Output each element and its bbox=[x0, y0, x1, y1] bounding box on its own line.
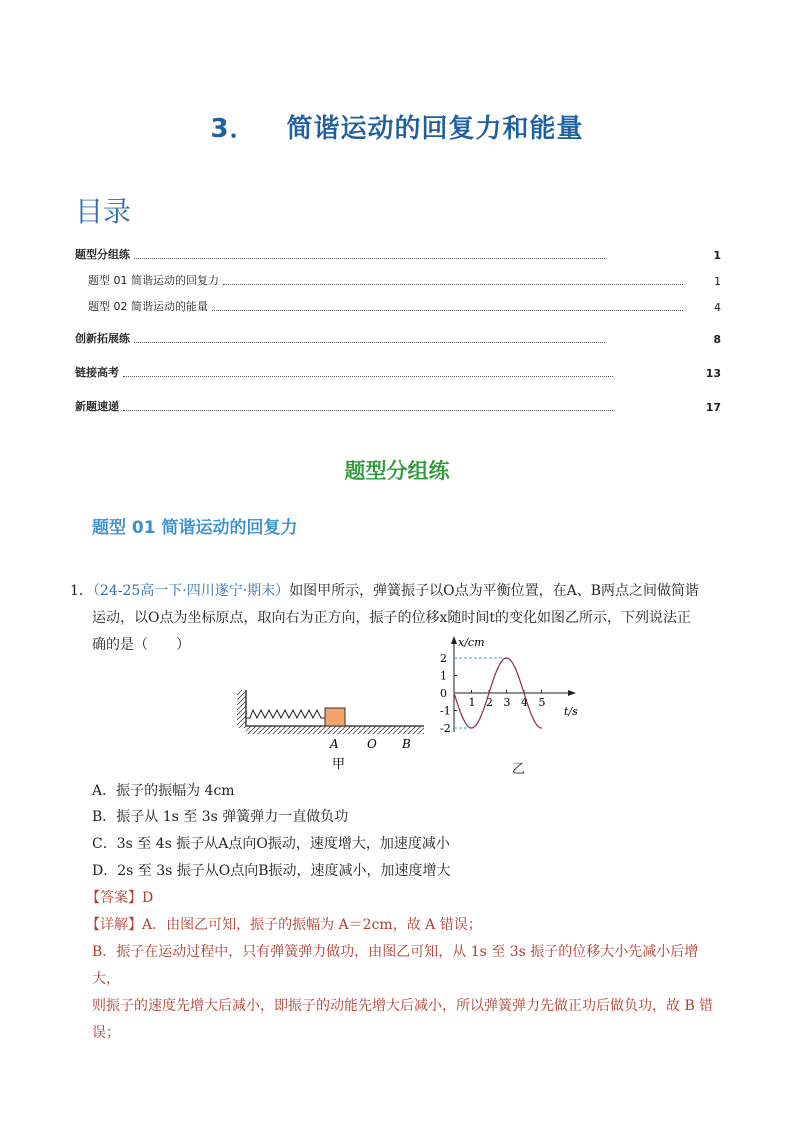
question-line-2: 运动，以O点为坐标原点，取向右为正方向，振子的位移x随时间t的变化如图乙所示，下列说法正 bbox=[92, 610, 691, 626]
toc-label: 题型 01 简谐运动的回复力 bbox=[88, 274, 219, 287]
data-point bbox=[462, 717, 463, 718]
question-line-3: 确的是（ ） bbox=[92, 637, 190, 653]
figure-yi-chart bbox=[430, 632, 590, 777]
data-point bbox=[541, 727, 542, 728]
option-c: C．3s 至 4s 振子从A点向O振动，速度增大，加速度减小 bbox=[92, 836, 450, 852]
option-a: A．振子的振幅为 4cm bbox=[92, 783, 235, 799]
toc-label: 题型分组练 bbox=[75, 248, 130, 261]
x-tick-label: 5 bbox=[538, 696, 546, 709]
figure-jia bbox=[232, 680, 432, 775]
y-axis-label: x/cm bbox=[458, 636, 485, 649]
y-tick-label: -1 bbox=[440, 704, 451, 718]
data-point bbox=[480, 717, 481, 718]
toc-page: 4 bbox=[714, 301, 721, 314]
section-title: 题型分组练 bbox=[344, 459, 450, 483]
label-a: A bbox=[330, 737, 339, 751]
toc-item-gaokao[interactable] bbox=[75, 364, 721, 380]
x-tick-label: 2 bbox=[486, 696, 493, 709]
spring bbox=[246, 710, 325, 718]
toc-label: 链接高考 bbox=[75, 366, 119, 379]
x-tick-label: 3 bbox=[503, 696, 511, 709]
option-b: B．振子从 1s 至 3s 弹簧弹力一直做负功 bbox=[92, 809, 349, 825]
x-tick-label: 4 bbox=[521, 696, 528, 709]
explanation bbox=[86, 912, 726, 1047]
toc-item-group-practice[interactable] bbox=[75, 246, 721, 262]
explain-b-2: 则振子的速度先增大后减小，即振子的动能先增大后减小，所以弹簧弹力先做正功后做负功，故 B 错 bbox=[92, 998, 714, 1014]
toc-item-new-questions[interactable] bbox=[75, 398, 721, 414]
y-tick-label: 0 bbox=[440, 687, 447, 700]
option-d: D．2s 至 3s 振子从O点向B振动，速度减小，加速度增大 bbox=[92, 863, 451, 879]
data-point bbox=[532, 717, 533, 718]
data-point bbox=[497, 668, 498, 669]
data-point bbox=[506, 657, 507, 658]
toc-leader bbox=[223, 284, 683, 285]
answer bbox=[86, 887, 153, 909]
y-axis-arrow bbox=[451, 636, 457, 644]
toc-page: 1 bbox=[713, 249, 721, 262]
caption-jia: 甲 bbox=[332, 757, 346, 772]
question-number: 1． bbox=[70, 583, 93, 599]
explain-b-3: 误； bbox=[92, 1025, 120, 1041]
answer-value: D bbox=[142, 890, 154, 906]
toc-item-type02[interactable] bbox=[88, 298, 721, 314]
question-stem bbox=[70, 578, 730, 659]
toc-leader bbox=[212, 310, 683, 311]
ground-hatch bbox=[246, 726, 424, 734]
toc-page: 17 bbox=[705, 401, 721, 414]
caption-yi: 乙 bbox=[512, 762, 526, 777]
toc-label: 题型 02 简谐运动的能量 bbox=[88, 300, 208, 313]
toc-leader bbox=[134, 342, 605, 343]
toc-page: 1 bbox=[714, 275, 721, 288]
x-axis-arrow bbox=[568, 690, 576, 696]
toc-leader bbox=[123, 410, 613, 411]
title-number: 3． bbox=[210, 114, 257, 144]
toc-heading: 目录 bbox=[75, 195, 132, 228]
question-source: （24-25高一下·四川遂宁·期末） bbox=[92, 583, 290, 599]
title-text: 简谐运动的回复力和能量 bbox=[286, 114, 584, 144]
toc-page: 13 bbox=[705, 367, 721, 380]
data-point bbox=[523, 692, 524, 693]
toc-item-type01[interactable] bbox=[88, 272, 721, 288]
explain-b-1: B．振子在运动过程中，只有弹簧弹力做功，由图乙可知，从 1s 至 3s 振子的位移大小先减小后增大， bbox=[92, 944, 699, 987]
toc-leader bbox=[134, 258, 605, 259]
label-o: O bbox=[367, 737, 377, 751]
data-point bbox=[471, 727, 472, 728]
question-line-1: 1．（24-25高一下·四川遂宁·期末）如图甲所示，弹簧振子以O点为平衡位置，在A、B两点之间做简谐 bbox=[70, 583, 700, 599]
block bbox=[325, 708, 345, 726]
subsection-title: 题型 01 简谐运动的回复力 bbox=[92, 518, 298, 538]
answer-label: 【答案】 bbox=[86, 890, 142, 906]
data-point bbox=[515, 668, 516, 669]
toc-leader bbox=[123, 376, 613, 377]
data-point bbox=[453, 692, 454, 693]
y-tick-label: 1 bbox=[440, 669, 447, 683]
wall-hatch bbox=[237, 690, 246, 728]
data-point bbox=[488, 692, 489, 693]
y-tick-label: 2 bbox=[440, 652, 447, 665]
toc-item-innovation[interactable] bbox=[75, 330, 721, 346]
x-tick-label: 1 bbox=[468, 696, 476, 709]
label-b: B bbox=[402, 737, 411, 751]
toc-label: 创新拓展练 bbox=[75, 332, 130, 345]
explain-a: 【详解】A．由图乙可知，振子的振幅为 A＝2cm，故 A 错误； bbox=[86, 917, 482, 933]
toc-label: 新题速递 bbox=[75, 400, 119, 413]
x-axis-label: t/s bbox=[564, 705, 578, 718]
y-tick-label: -2 bbox=[440, 722, 451, 735]
page-title bbox=[0, 108, 794, 145]
toc-page: 8 bbox=[713, 333, 721, 346]
